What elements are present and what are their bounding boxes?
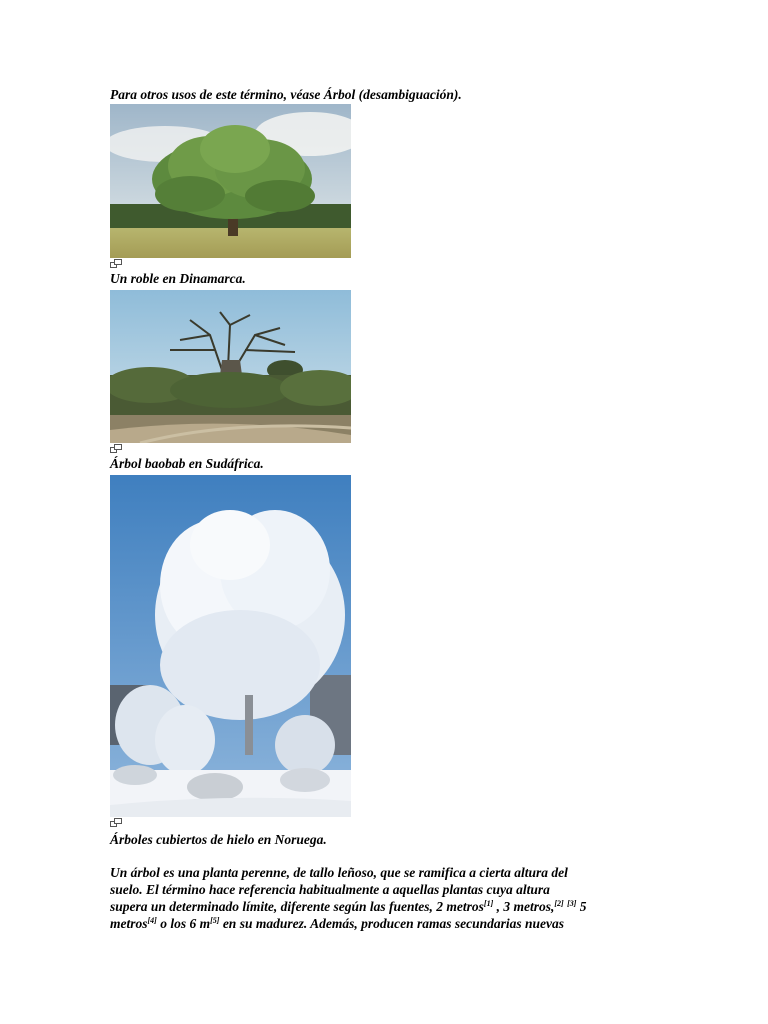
frost-trees-image[interactable]: [110, 475, 351, 817]
caption-frost: Árboles cubiertos de hielo en Noruega.: [110, 832, 327, 847]
paragraph-text: en su madurez. Además, producen ramas secundarias nuevas: [219, 916, 564, 931]
paragraph-line: suelo. El término hace referencia habitualmente a aquellas plantas cuya altura: [110, 882, 550, 897]
paragraph-text: supera un determinado límite, diferente según las fuentes, 2 metros: [110, 899, 484, 914]
oak-image[interactable]: [110, 104, 351, 258]
intro-paragraph: [110, 864, 670, 932]
paragraph-text: o los 6 m: [156, 916, 211, 931]
paragraph-text: , 3 metros,: [493, 899, 555, 914]
paragraph-text: metros: [110, 916, 148, 931]
reference-link[interactable]: [3]: [567, 899, 577, 908]
reference-link[interactable]: [5]: [210, 916, 220, 925]
reference-link[interactable]: [1]: [483, 899, 494, 908]
figure-baobab: [110, 290, 351, 453]
enlarge-icon[interactable]: [110, 259, 122, 268]
disambiguation-note: Para otros usos de este término, véase Árbol (desambiguación).: [110, 87, 462, 102]
reference-link[interactable]: [4]: [147, 916, 157, 925]
paragraph-line: [110, 898, 670, 915]
article-body: [110, 85, 670, 932]
paragraph-line: [110, 915, 670, 932]
enlarge-icon[interactable]: [110, 818, 122, 827]
caption-baobab: Árbol baobab en Sudáfrica.: [110, 456, 264, 471]
paragraph-line: Un árbol es una planta perenne, de tallo leñoso, que se ramifica a cierta altura del: [110, 865, 568, 880]
enlarge-icon[interactable]: [110, 444, 122, 453]
figure-frost: [110, 475, 351, 827]
baobab-image[interactable]: [110, 290, 351, 443]
reference-link[interactable]: [2]: [554, 899, 564, 908]
caption-oak: Un roble en Dinamarca.: [110, 271, 246, 286]
figure-oak: [110, 104, 351, 268]
paragraph-text: 5: [576, 899, 587, 914]
